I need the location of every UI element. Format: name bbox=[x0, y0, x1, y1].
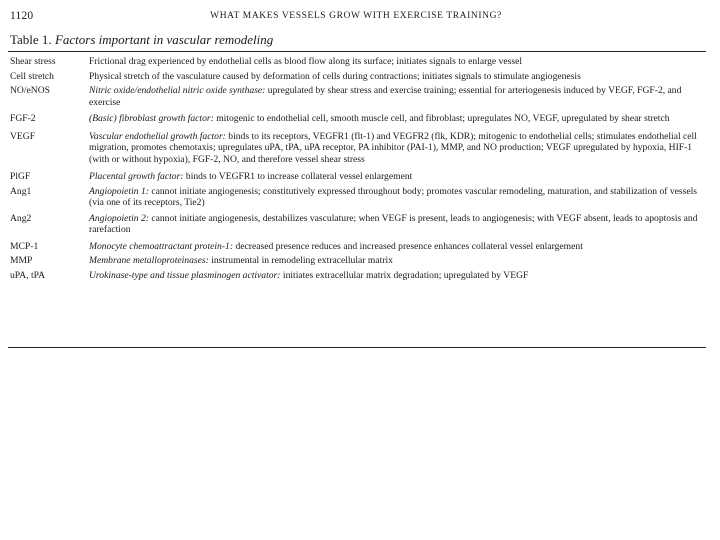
row-text: Physical stretch of the vasculature caused by deformation of cells during contractions; initiates signals to stimulate angiogenesis bbox=[89, 70, 581, 82]
row-definition: Vascular endothelial growth factor: bbox=[89, 130, 226, 142]
row-text: binds to its receptors, VEGFR1 (flt-1) and VEGFR2 (flk, KDR); mitogenic to endothelial cells; stimulates endothelial cell migration, promotes chemotaxis; upregulates uPA, tPA, uPA receptor, PA inhibitor (PAI-1), MMP, and NO production; VEGF upregulated by hypoxia, HIF-1 (with or without hypoxia), FGF-2, NO, and therefore vessel shear stress bbox=[89, 130, 697, 165]
table-row bbox=[8, 241, 706, 253]
row-definition: Placental growth factor: bbox=[89, 171, 184, 182]
table-row bbox=[8, 213, 706, 236]
row-definition: Nitric oxide/endothelial nitric oxide synthase: bbox=[89, 85, 266, 96]
row-term: MCP-1 bbox=[10, 240, 39, 252]
row-description bbox=[89, 213, 706, 236]
table-row bbox=[8, 85, 706, 108]
row-description bbox=[89, 71, 706, 83]
table-title: Factors important in vascular remodeling bbox=[54, 32, 274, 47]
row-term: NO/eNOS bbox=[10, 85, 50, 96]
row-term: PlGF bbox=[10, 171, 31, 182]
page-number: 1120 bbox=[10, 10, 34, 22]
row-definition: Monocyte chemoattractant protein-1: bbox=[89, 240, 234, 252]
row-term: Ang2 bbox=[10, 212, 32, 224]
table-row bbox=[8, 56, 706, 68]
row-description bbox=[89, 113, 706, 125]
row-description bbox=[89, 255, 706, 267]
table-row bbox=[8, 131, 706, 166]
row-text: cannot initiate angiogenesis, destabilizes vasculature; when VEGF is present, leads to angiogenesis; with VEGF absent, leads to apoptosis and rarefaction bbox=[89, 212, 698, 235]
row-term: MMP bbox=[10, 255, 33, 266]
row-definition: Urokinase-type and tissue plasminogen activator: bbox=[89, 269, 281, 281]
row-text: Frictional drag experienced by endothelial cells as blood flow along its surface; initiates signals to enlarge vessel bbox=[89, 56, 523, 67]
row-text: mitogenic to endothelial cell, smooth muscle cell, and fibroblast; upregulates NO, VEGF, upregulated by shear stretch bbox=[216, 113, 670, 124]
table-row bbox=[8, 255, 706, 267]
running-head: WHAT MAKES VESSELS GROW WITH EXERCISE TRAINING? bbox=[210, 11, 502, 21]
row-text: binds to VEGFR1 to increase collateral vessel enlargement bbox=[185, 171, 413, 182]
table-body bbox=[8, 56, 706, 281]
row-term: Ang1 bbox=[10, 185, 32, 197]
table-row bbox=[8, 71, 706, 83]
table-row bbox=[8, 270, 706, 282]
row-text: initiates extracellular matrix degradation; upregulated by VEGF bbox=[282, 269, 529, 281]
table-bottom-rule bbox=[8, 347, 706, 348]
row-description bbox=[89, 56, 706, 68]
row-description bbox=[89, 171, 706, 183]
row-description bbox=[89, 131, 706, 166]
row-text: instrumental in remodeling extracellular matrix bbox=[211, 255, 393, 266]
row-description bbox=[89, 186, 706, 209]
row-description bbox=[89, 85, 706, 108]
row-definition: Membrane metalloproteinases: bbox=[89, 255, 209, 266]
table-label: Table 1. bbox=[10, 32, 52, 47]
row-description bbox=[89, 270, 706, 282]
table-row bbox=[8, 171, 706, 183]
row-description bbox=[89, 241, 706, 253]
row-term: Cell stretch bbox=[10, 70, 54, 82]
table-row bbox=[8, 113, 706, 125]
row-text: upregulated by shear stress and exercise training; essential for arteriogenesis induced by VEGF, FGF-2, and exercise bbox=[89, 85, 682, 108]
table-caption bbox=[10, 32, 273, 48]
table-top-rule bbox=[8, 51, 706, 52]
table-row bbox=[8, 186, 706, 209]
row-text: cannot initiate angiogenesis; constitutively expressed throughout body; promotes vascular remodeling, maturation, and stabilization of vessels (via one of its receptors, Tie2) bbox=[89, 185, 698, 208]
row-term: VEGF bbox=[10, 130, 36, 142]
row-term: FGF-2 bbox=[10, 113, 36, 124]
row-definition: Angiopoietin 2: bbox=[89, 212, 149, 224]
row-term: uPA, tPA bbox=[10, 269, 46, 281]
row-definition: Angiopoietin 1: bbox=[89, 185, 149, 197]
row-text: decreased presence reduces and increased presence enhances collateral vessel enlargement bbox=[235, 240, 583, 252]
row-term: Shear stress bbox=[10, 56, 56, 67]
row-definition: (Basic) fibroblast growth factor: bbox=[89, 113, 214, 124]
